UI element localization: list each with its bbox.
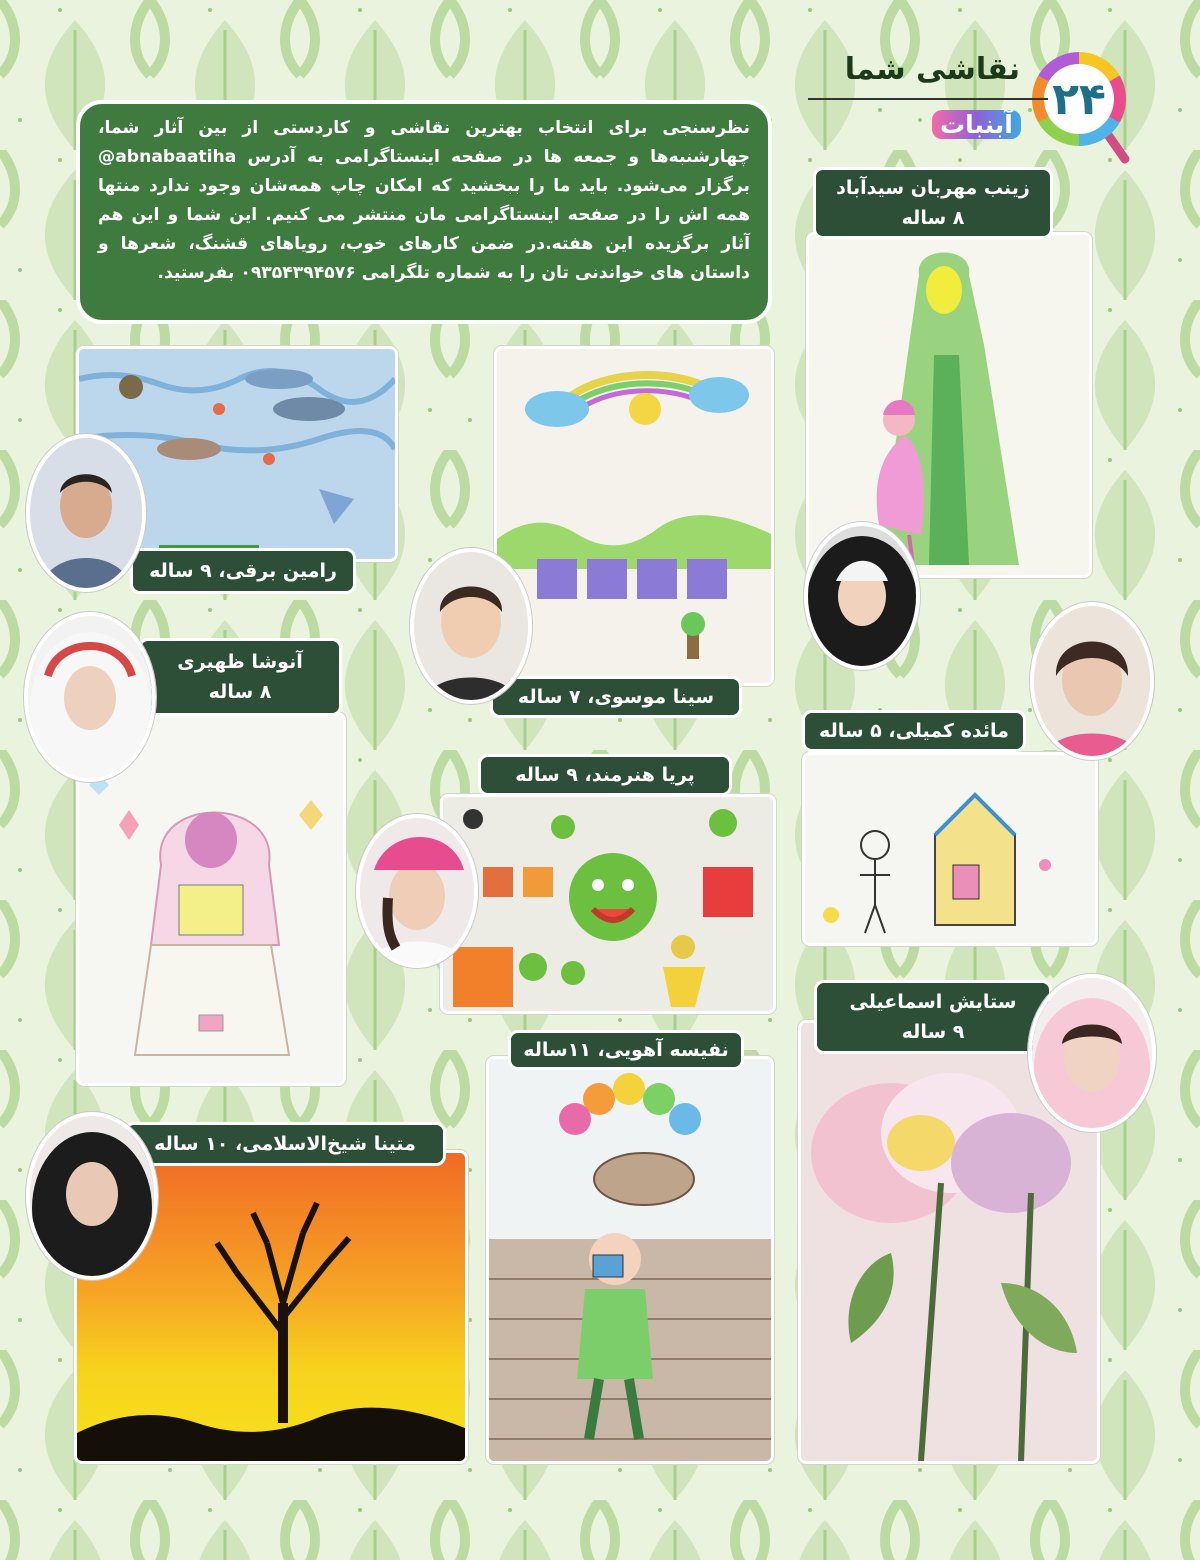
child-photo [30,438,142,588]
artist-age: ۸ ساله [901,207,965,229]
header-divider [808,98,1048,100]
artist-name: زینب مهربان سیدآباد [836,177,1030,199]
artwork-nafiseh [486,1056,774,1464]
artwork-image [805,755,1095,943]
name-label-paria [478,754,732,796]
artwork-paria [440,794,776,1014]
child-photo [808,526,916,666]
artwork-image [489,1059,771,1461]
name-label-zeinab [813,167,1053,239]
avatar-maedeh [1030,602,1154,760]
child-photo [1034,606,1150,756]
artist-name: مائده کمیلی، ۵ ساله [819,720,1009,742]
avatar-matina [26,1112,158,1280]
name-label-anousha [138,638,342,716]
section-title: نقاشی شما [844,52,1020,87]
avatar-setayesh [1028,974,1156,1132]
page-number: ۲۴ [1044,64,1114,134]
artist-age: ۸ ساله [208,681,272,703]
name-label-setayesh [814,980,1052,1054]
child-photo [1032,978,1152,1128]
child-photo [360,818,474,964]
child-photo [414,552,528,700]
artist-name: آنوشا ظهیری [177,651,303,673]
avatar-zeinab [804,522,920,670]
name-label-ramin [130,548,356,594]
child-photo [28,616,152,778]
artwork-image [443,797,773,1011]
name-label-matina [124,1122,446,1166]
magazine-logo: آبنبات [932,110,1021,139]
avatar-ramin [26,434,146,592]
artwork-image [497,349,771,683]
artist-name: رامین برقی، ۹ ساله [149,560,337,582]
artist-name: نفیسه آهویی، ۱۱ساله [523,1039,729,1061]
name-label-maedeh [802,710,1026,752]
artist-name: متینا شیخ‌الاسلامی، ۱۰ ساله [154,1133,416,1155]
avatar-sina [410,548,532,704]
name-label-sina [490,676,742,718]
child-photo [30,1116,154,1276]
artist-name: سینا موسوی، ۷ ساله [517,686,715,708]
artist-name: پریا هنرمند، ۹ ساله [515,764,695,786]
avatar-paria [356,814,478,968]
artwork-maedeh [802,752,1098,946]
name-label-nafiseh [508,1030,744,1070]
artist-age: ۹ ساله [901,1021,965,1043]
avatar-anousha [24,612,156,782]
intro-text-box: نظرسنجی برای انتخاب بهترین نقاشی و کاردستی از بین آثار شما، چهارشنبه‌ها و جمعه ها در صفحه اینستاگرامی به آدرس abnabaatiha@ برگزار می‌شود. باید ما را ببخشید که امکان چاپ همه‌شان وجود ندارد منتها همه اش را در صفحه اینستاگرامی مان منتشر می کنیم. این شما و این هم آثار برگزیده این هفته.در ضمن کارهای خوب، رویاهای قشنگ، شعرها و داستان های خواندنی تان را به شماره تلگرامی ۰۹۳۵۴۳۹۴۵۷۶ بفرستید. [76,100,772,324]
artist-name: ستایش اسماعیلی [849,991,1017,1013]
artwork-sina [494,346,774,686]
